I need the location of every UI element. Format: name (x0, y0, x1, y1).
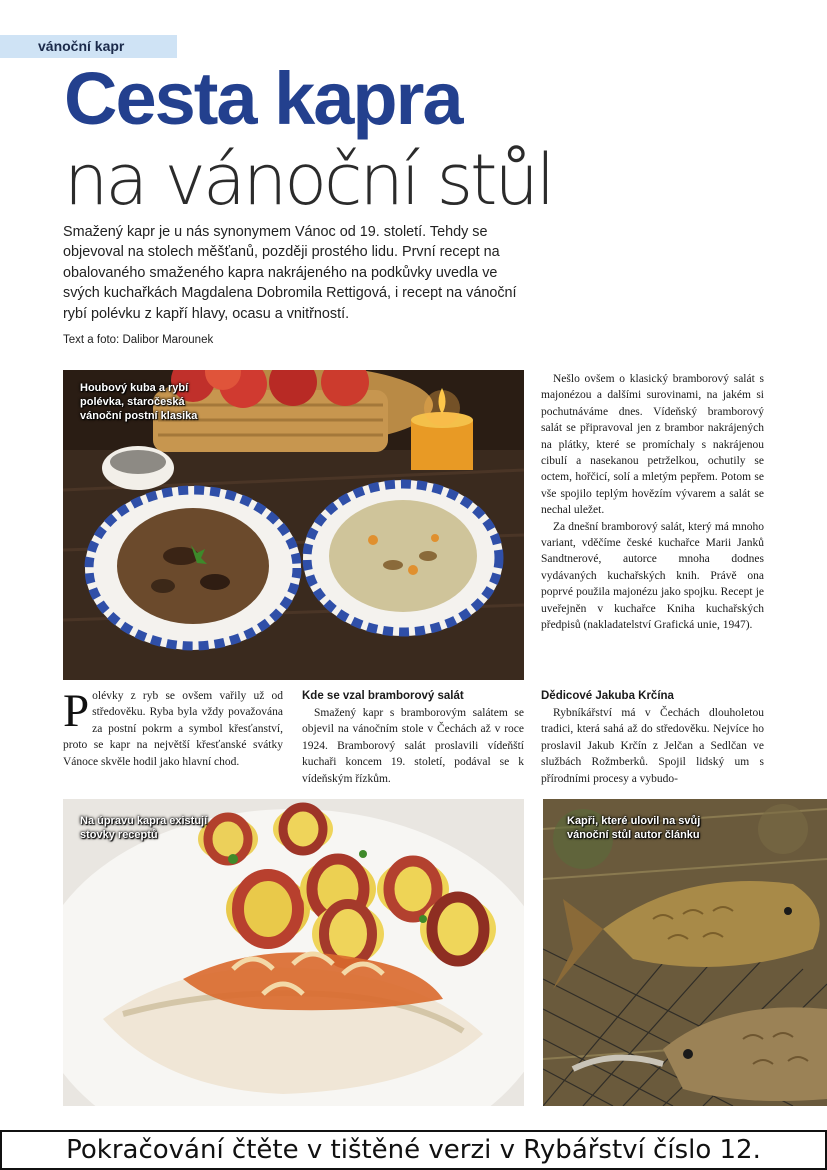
right-column-paragraph-1: Nešlo ovšem o klasický bramborový salát s majonézou a dalšími surovinami, na jakém si pochutnáváme dnes. Vídeňský bramborový salát se připravoval jen z brambor nakrájených na plátky, které se promíchaly s nakrájenou cibulí a nasekanou petrželkou, ochutily se octem, hořčicí, solí a mletým pepřem. Potom se vše spojilo teplým hovězím vývarem a salát se nechal uležet. (541, 373, 764, 517)
carp-dish-illustration (63, 799, 524, 1106)
photo-caught-carp (543, 799, 827, 1106)
right-column-text (541, 371, 764, 634)
photo-caption-carp-dish: Na úpravu kapra existují stovky receptů (80, 815, 208, 841)
author-credit: Text a foto: Dalibor Marounek (63, 334, 214, 346)
photo-caption-kuba: Houbový kuba a rybí polévka, staročeská vánoční postní klasika (80, 382, 198, 422)
title-line-1: Cesta kapra (64, 57, 462, 140)
column-3-text: Rybníkářství má v Čechách dlouholetou tradici, která sahá až do středověku. Nejvíce ho proslavil Jakub Krčín z Jelčan a Sedlčan ve službách Rožmberků. Spojil lidský um s přírodními procesy a vybudo- (541, 707, 764, 785)
lead-paragraph: Smažený kapr je u nás synonymem Vánoc od 19. století. Tehdy se objevoval na stolech měšťanů, později prostého lidu. První recept na obalovaného smaženého kapra nakrájeného na podkůvky uvedla ve svých kuchařkách Magdalena Dobromila Rettigová, i recept na vánoční rybí polévku z kapří hlavy, ocasu a vnitřností. (63, 224, 517, 322)
right-column-paragraph-2: Za dnešní bramborový salát, který má mnoho variant, vděčíme české kuchařce Marii Janků Sandtnerové, autorce mnoha dodnes vydávaných kuchařských knih. Právě ona poprvé použila majonézu jako spojku. Recept je uveřejněn v kuchařce Kniha kuchařských předpisů (nakladatelství Grafická unie, 1947). (541, 520, 764, 632)
column-3 (541, 688, 764, 787)
heading-potato-salad: Kde se vzal bramborový salát (302, 690, 464, 702)
caught-carp-illustration (543, 799, 827, 1106)
column-1-paragraph (63, 685, 283, 770)
drop-cap: P (63, 685, 90, 737)
column-1-text: olévky z ryb se ovšem vařily už od středověku. Ryba byla vždy považována za postní pokrm a symbol křesťanství, proto se kapr na největší křesťanské svátky Vánoce skvěle hodil jako hlavní chod. (63, 690, 283, 768)
column-2 (302, 688, 524, 787)
column-1 (63, 685, 283, 770)
title-line-2: na vánoční stůl (64, 139, 553, 221)
section-tag: vánoční kapr (0, 35, 177, 58)
continuation-banner: Pokračování čtěte v tištěné verzi v Rybářství číslo 12. (0, 1130, 827, 1170)
column-2-text: Smažený kapr s bramborovým salátem se objevil na vánočním stole v Čechách až v roce 1924. Bramborový salát proslavili vídeňští kuchaři koncem 19. století, podával se k vídeňským řízkům. (302, 707, 524, 785)
photo-kuba-and-soup (63, 370, 524, 680)
photo-carp-dish (63, 799, 524, 1106)
photo-caption-caught-carp: Kapři, které ulovil na svůj vánoční stůl autor článku (567, 815, 701, 841)
heading-krcin-heirs: Dědicové Jakuba Krčína (541, 690, 674, 702)
